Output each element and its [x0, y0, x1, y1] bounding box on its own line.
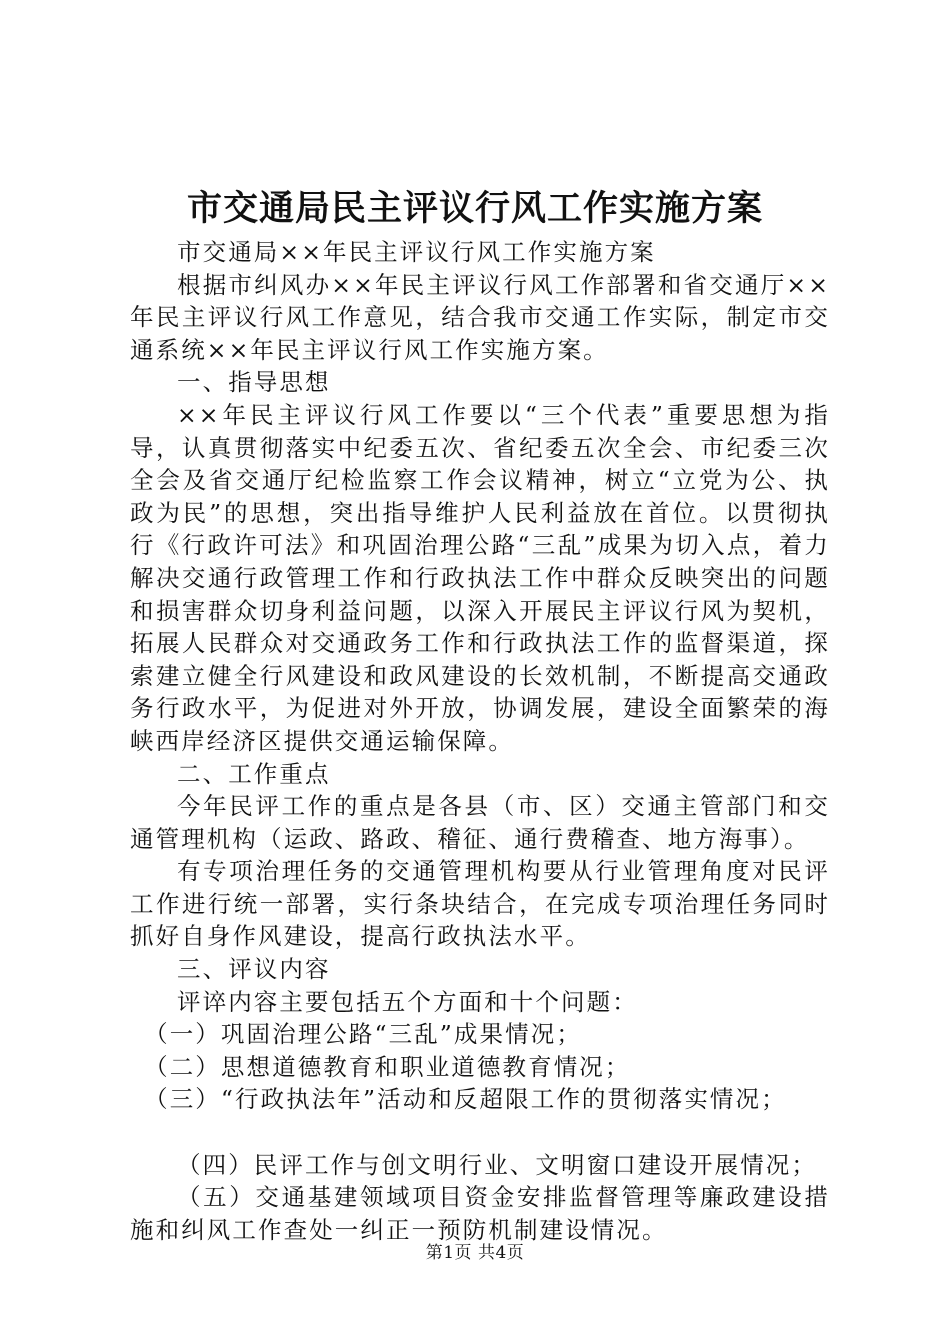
- heading-work-focus: 二、工作重点: [177, 759, 331, 788]
- list-item-2: （二）思想道德教育和职业道德教育情况；: [144, 1052, 631, 1081]
- list-item-1: （一）巩固治理公路“三乱”成果情况；: [144, 1020, 582, 1049]
- list-item-4: （四）民评工作与创文明行业、文明窗口建设开展情况；: [177, 1150, 817, 1179]
- page-number-footer: 第1页 共4页: [425, 1243, 525, 1263]
- heading-review-content: 三、评议内容: [177, 955, 331, 984]
- heading-guiding-thought: 一、指导思想: [177, 368, 331, 397]
- paragraph-subtitle: 市交通局××年民主评议行风工作实施方案: [177, 238, 656, 266]
- paragraph-intro: 根据市纠风办××年民主评议行风工作部署和省交通厅××年民主评议行风工作意见，结合我市交通工作实际，制定市交通系统××年民主评议行风工作实施方案。: [130, 270, 830, 364]
- paragraph-special-governance: 有专项治理任务的交通管理机构要从行业管理角度对民评工作进行统一部署，实行条块结合，在完成专项治理任务同时抓好自身作风建设，提高行政执法水平。: [130, 857, 830, 951]
- list-item-5: （五）交通基建领域项目资金安排监督管理等廉政建设措施和纠风工作查处一纠正一预防机制建设情况。: [130, 1183, 830, 1244]
- paragraph-review-summary: 评谇内容主要包括五个方面和十个问题：: [177, 987, 638, 1016]
- paragraph-guiding-thought: ××年民主评议行风工作要以“三个代表”重要思想为指导，认真贯彻落实中纪委五次、省纪委五次全会、市纪委三次全会及省交通厅纪检监察工作会议精神，树立“立党为公、执政为民”的思想，突出指导维护人民利益放在首位。以贯彻执行《行政许可法》和巩固治理公路“三乱”成果为切入点，着力解决交通行政管理工作和行政执法工作中群众反映突出的问题和损害群众切身利益问题，以深入开展民主评议行风为契机，拓展人民群众对交通政务工作和行政执法工作的监督渠道，探索建立健全行风建设和政风建设的长效机制，不断提高交通政务行政水平，为促进对外开放，协调发展，建设全面繁荣的海峡西岸经济区提供交通运输保障。: [130, 400, 830, 755]
- document-title: 市交通局民主评议行风工作实施方案: [186, 188, 763, 229]
- list-item-3: （三）“行政执法年”活动和反超限工作的贯彻落实情况；: [144, 1085, 787, 1114]
- paragraph-work-focus: 今年民评工作的重点是各县（市、区）交通主管部门和交通管理机构（运政、路政、稽征、通行费稽查、地方海事）。: [130, 792, 830, 853]
- document-body: [130, 236, 830, 1246]
